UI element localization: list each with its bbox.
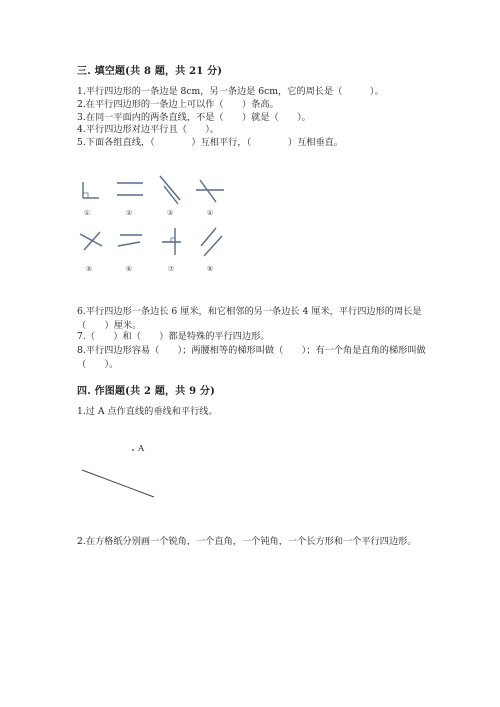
figure-1-perpendicular bbox=[83, 182, 99, 198]
figure-label-5: ⑤ bbox=[85, 265, 93, 273]
question-3-1: 1.平行四边形的一条边是 8cm，另一条边是 6cm，它的周长是（ ）。 bbox=[77, 86, 384, 97]
section-4-title: 四. 作图题(共 2 题，共 9 分) bbox=[77, 386, 216, 397]
figure-label-1: ① bbox=[83, 209, 91, 217]
figure-6-lines bbox=[118, 235, 142, 246]
figure-8-parallel bbox=[201, 228, 222, 256]
point-a-label: A bbox=[138, 444, 145, 454]
figure-2-parallel bbox=[117, 183, 143, 195]
figure-label-3: ③ bbox=[166, 209, 174, 217]
question-3-5: 5.下面各组直线，（ ）互相平行，（ ）互相垂直。 bbox=[77, 137, 344, 148]
question-3-4: 4.平行四边形对边平行且（ ）。 bbox=[77, 124, 219, 135]
figure-label-2: ② bbox=[125, 209, 133, 217]
figure-5-lines bbox=[80, 232, 102, 250]
figure-7-perpendicular bbox=[162, 228, 181, 255]
question-3-3: 3.在同一平面内的两条直线，不是（ ）就是（ ）。 bbox=[77, 112, 311, 123]
question-3-8: 8.平行四边形容易（ ）；两腰相等的梯形叫做（ ）；有一个角是直角的梯形叫做（ ）。 bbox=[77, 345, 426, 370]
figure-label-7: ⑦ bbox=[167, 265, 175, 273]
question-4-2: 2.在方格纸分别画一个锐角，一个直角，一个钝角，一个长方形和一个平行四边形。 bbox=[77, 536, 417, 547]
question-3-7: 7.（ ）和（ ）都是特殊的平行四边形。 bbox=[77, 331, 270, 342]
question-4-1: 1.过 A 点作直线的垂线和平行线。 bbox=[77, 406, 218, 417]
figure-4-crossing bbox=[196, 180, 224, 202]
question-3-2: 2.在平行四边形的一条边上可以作（ ）条高。 bbox=[77, 99, 279, 110]
figure-label-4: ④ bbox=[206, 209, 214, 217]
figure-label-6: ⑥ bbox=[125, 265, 133, 273]
figure-label-8: ⑧ bbox=[206, 265, 214, 273]
question-3-6: 6.平行四边形一条边长 6 厘米，和它相邻的另一条边长 4 厘米，平行四边形的周长是（ ）厘米。 bbox=[77, 306, 422, 331]
figure-3-lines bbox=[160, 176, 180, 204]
point-a-dot bbox=[132, 449, 134, 451]
section-3-title: 三. 填空题(共 8 题，共 21 分) bbox=[77, 66, 223, 77]
given-line bbox=[82, 470, 154, 497]
